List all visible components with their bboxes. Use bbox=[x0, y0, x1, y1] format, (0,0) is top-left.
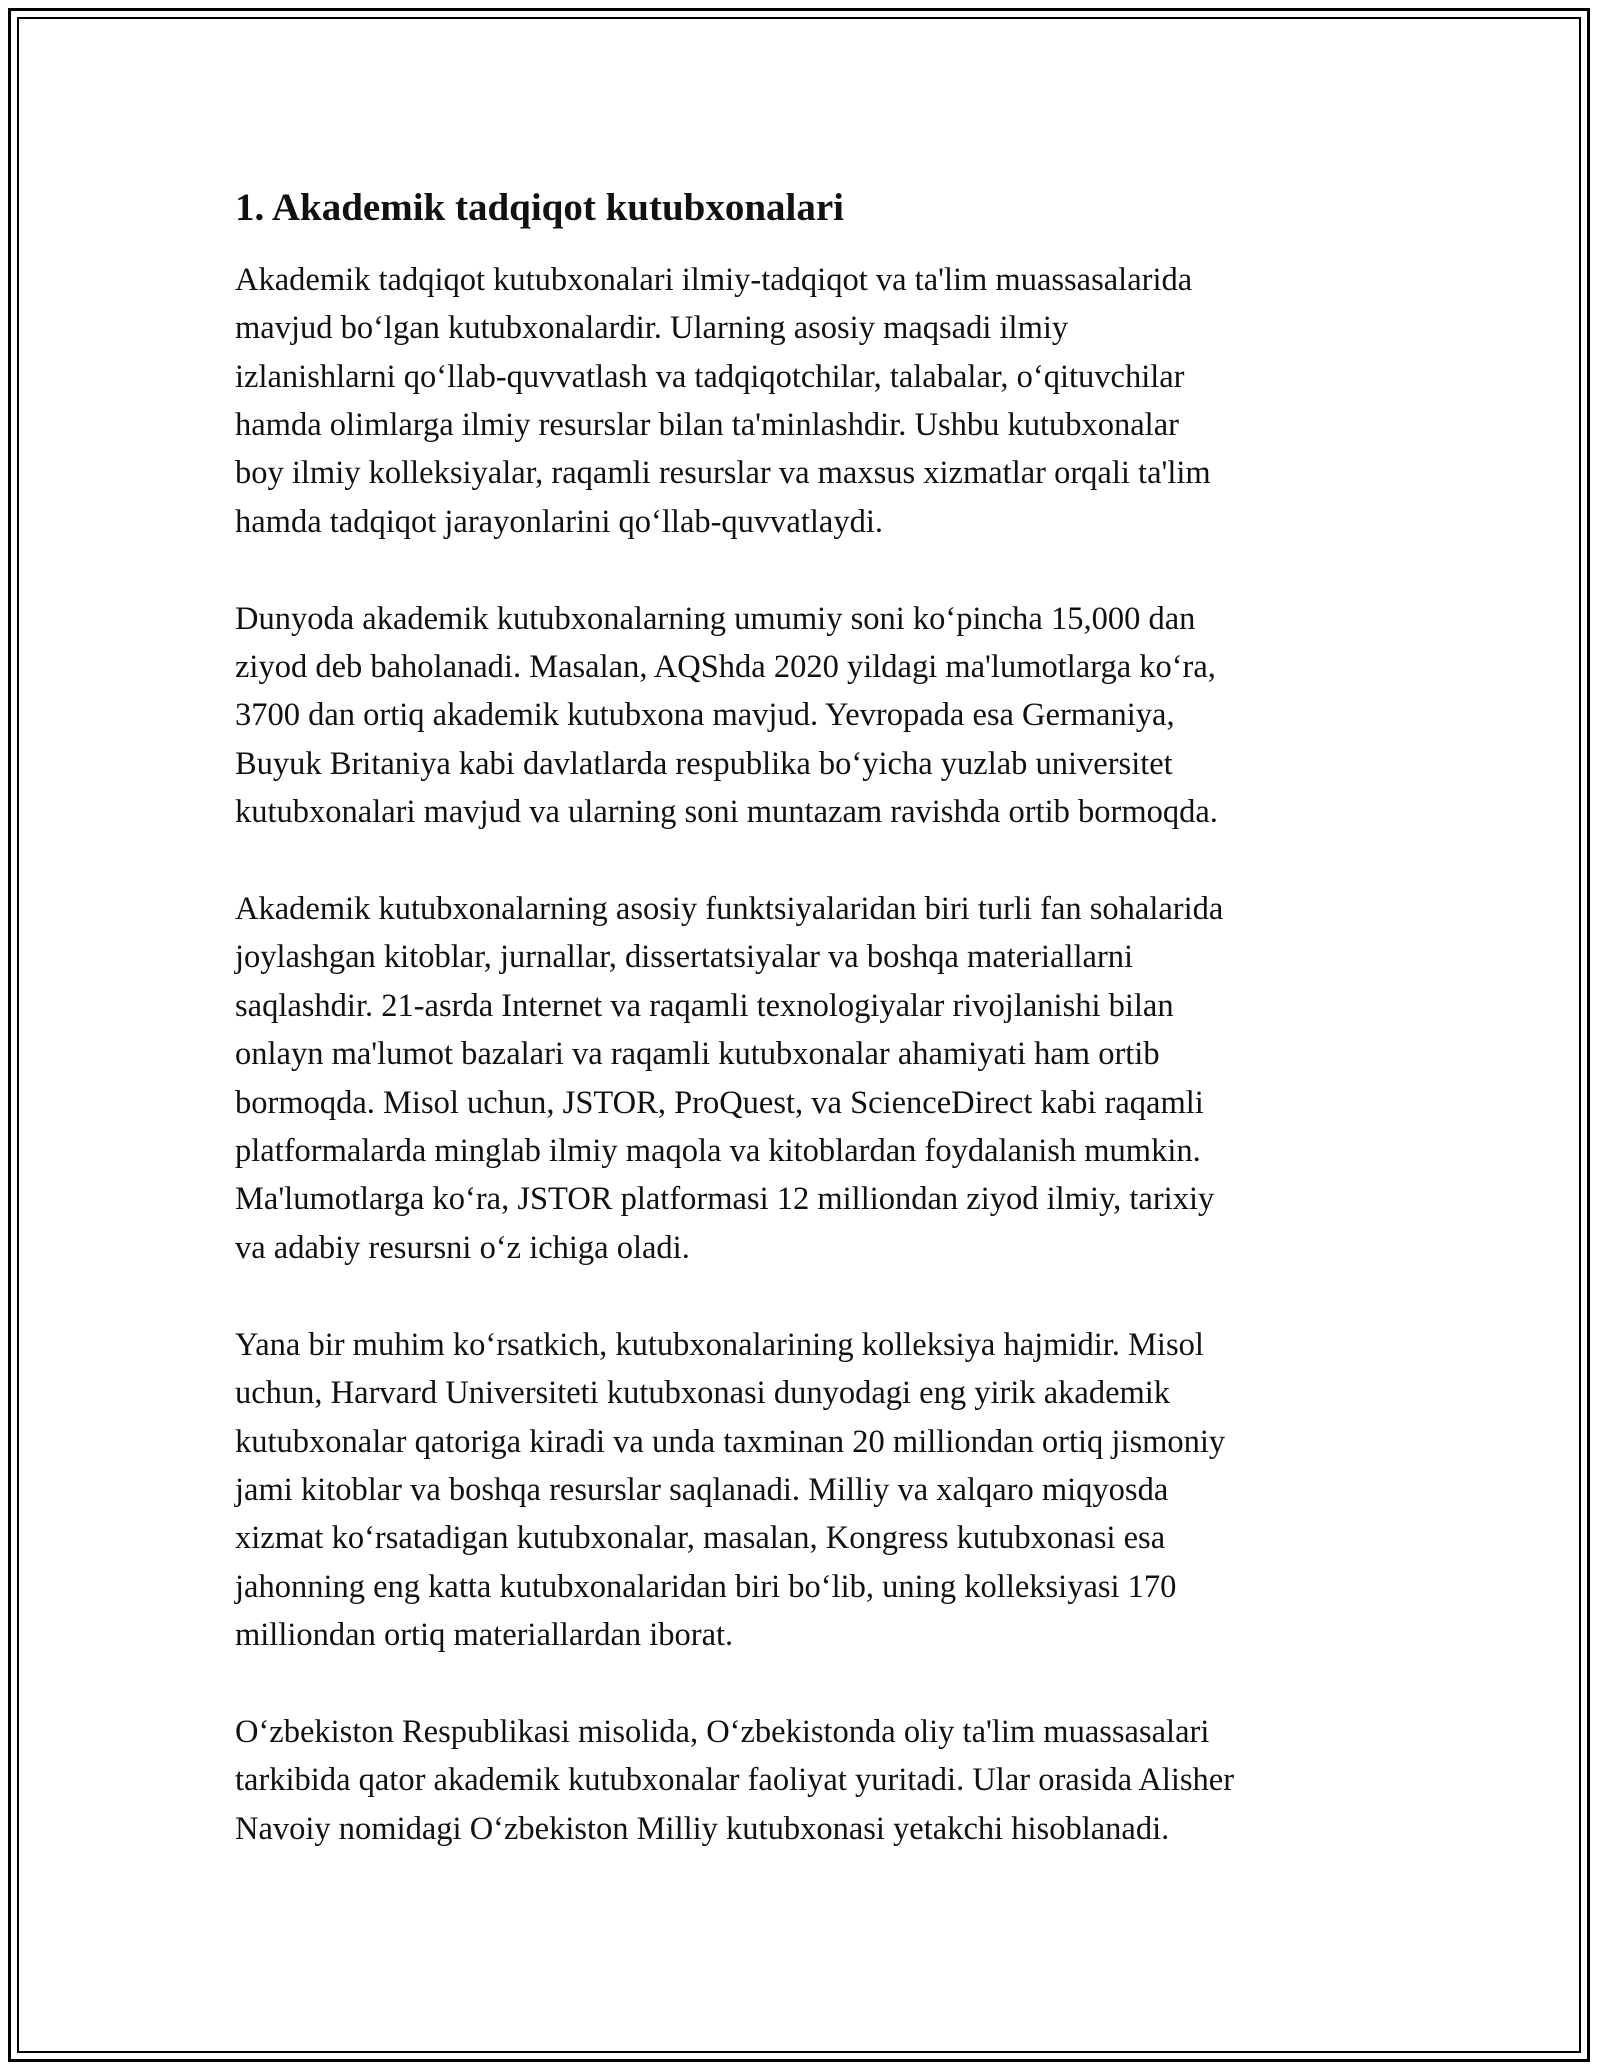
text-line: mavjud bo‘lgan kutubxonalardir. Ularning asosiy maqsadi ilmiy bbox=[235, 310, 1069, 347]
text-line: platformalarda minglab ilmiy maqola va kitoblardan foydalanish mumkin. bbox=[235, 1133, 1201, 1170]
paragraph-intro bbox=[235, 256, 1375, 546]
text-line: Dunyoda akademik kutubxonalarning umumiy soni ko‘pincha 15,000 dan bbox=[235, 600, 1196, 637]
text-line: 3700 dan ortiq akademik kutubxona mavjud. Yevropada esa Germaniya, bbox=[235, 697, 1175, 734]
text-line: jahonning eng katta kutubxonalaridan biri bo‘lib, uning kolleksiyasi 170 bbox=[235, 1568, 1177, 1605]
text-line: Akademik tadqiqot kutubxonalari ilmiy-tadqiqot va ta'lim muassasalarida bbox=[235, 261, 1193, 298]
text-line: kutubxonalari mavjud va ularning soni muntazam ravishda ortib bormoqda. bbox=[235, 794, 1218, 831]
text-line: Navoiy nomidagi O‘zbekiston Milliy kutubxonasi yetakchi hisoblanadi. bbox=[235, 1810, 1170, 1847]
text-line: onlayn ma'lumot bazalari va raqamli kutubxonalar ahamiyati ham ortib bbox=[235, 1036, 1160, 1073]
text-line: ziyod deb baholanadi. Masalan, AQShda 2020 yildagi ma'lumotlarga ko‘ra, bbox=[235, 649, 1216, 686]
section-heading: 1. Akademik tadqiqot kutubxonalari bbox=[235, 186, 845, 229]
document-body bbox=[235, 185, 1375, 1902]
text-line: O‘zbekiston Respublikasi misolida, O‘zbekistonda oliy ta'lim muassasalari bbox=[235, 1713, 1210, 1750]
text-line: saqlashdir. 21-asrda Internet va raqamli texnologiyalar rivojlanishi bilan bbox=[235, 987, 1174, 1024]
text-line: xizmat ko‘rsatadigan kutubxonalar, masalan, Kongress kutubxonasi esa bbox=[235, 1520, 1166, 1557]
text-line: Buyuk Britaniya kabi davlatlarda respublika bo‘yicha yuzlab universitet bbox=[235, 745, 1173, 782]
text-line: Yana bir muhim ko‘rsatkich, kutubxonalarining kolleksiya hajmidir. Misol bbox=[235, 1326, 1204, 1363]
paragraph-collection-size bbox=[235, 1321, 1375, 1660]
paragraph-functions bbox=[235, 885, 1375, 1272]
text-line: kutubxonalar qatoriga kiradi va unda taxminan 20 milliondan ortiq jismoniy bbox=[235, 1423, 1226, 1460]
text-line: izlanishlarni qo‘llab-quvvatlash va tadqiqotchilar, talabalar, o‘qituvchilar bbox=[235, 358, 1185, 395]
text-line: joylashgan kitoblar, jurnallar, dissertatsiyalar va boshqa materiallarni bbox=[235, 939, 1134, 976]
paragraph-world-statistics bbox=[235, 595, 1375, 837]
text-line: jami kitoblar va boshqa resurslar saqlanadi. Milliy va xalqaro miqyosda bbox=[235, 1471, 1169, 1508]
text-line: hamda olimlarga ilmiy resurslar bilan ta'minlashdir. Ushbu kutubxonalar bbox=[235, 407, 1179, 444]
text-line: tarkibida qator akademik kutubxonalar faoliyat yuritadi. Ular orasida Alisher bbox=[235, 1762, 1235, 1799]
text-line: Ma'lumotlarga ko‘ra, JSTOR platformasi 12 milliondan ziyod ilmiy, tarixiy bbox=[235, 1181, 1215, 1218]
text-line: hamda tadqiqot jarayonlarini qo‘llab-quvvatlaydi. bbox=[235, 503, 884, 540]
text-line: uchun, Harvard Universiteti kutubxonasi dunyodagi eng yirik akademik bbox=[235, 1375, 1171, 1412]
text-line: Akademik kutubxonalarning asosiy funktsiyalaridan biri turli fan sohalarida bbox=[235, 891, 1224, 928]
text-line: bormoqda. Misol uchun, JSTOR, ProQuest, va ScienceDirect kabi raqamli bbox=[235, 1084, 1204, 1121]
text-line: boy ilmiy kolleksiyalar, raqamli resurslar va maxsus xizmatlar orqali ta'lim bbox=[235, 455, 1211, 492]
text-line: milliondan ortiq materiallardan iborat. bbox=[235, 1617, 734, 1654]
paragraph-uzbekistan bbox=[235, 1708, 1375, 1853]
text-line: va adabiy resursni o‘z ichiga oladi. bbox=[235, 1229, 690, 1266]
